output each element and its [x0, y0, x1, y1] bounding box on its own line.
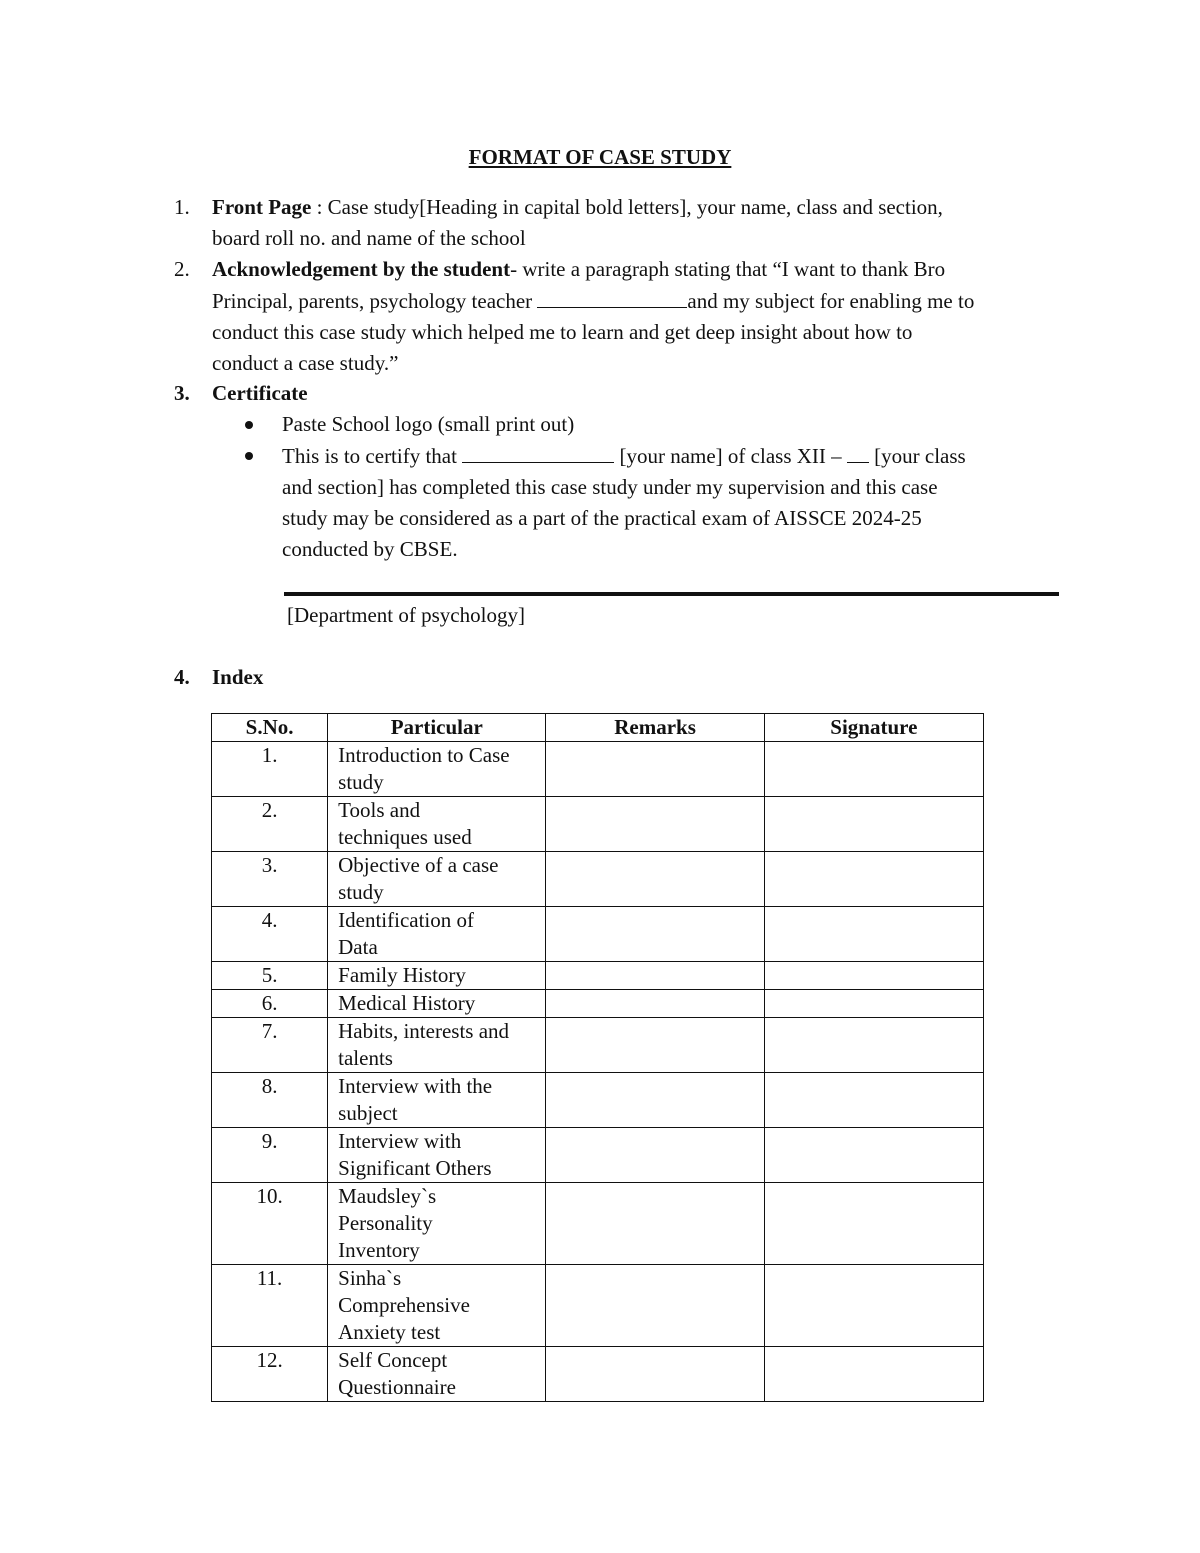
department-label: [Department of psychology] — [287, 603, 525, 627]
list-item-acknowledgement — [174, 254, 1072, 379]
table-body — [212, 742, 984, 1402]
particular-cell — [328, 1128, 546, 1183]
particular-line: Significant Others — [338, 1156, 492, 1180]
sno-cell: 6. — [212, 990, 328, 1018]
bullet-text: Paste School logo (small print out) — [282, 412, 575, 436]
item-text: Principal, parents, psychology teacher — [212, 289, 538, 313]
particular-line: Anxiety test — [338, 1320, 441, 1344]
particular-line: Tools and — [338, 798, 421, 822]
table-row — [212, 1073, 984, 1128]
sno-cell: 11. — [212, 1265, 328, 1347]
particular-cell — [328, 742, 546, 797]
sno-cell: 2. — [212, 797, 328, 852]
list-number: 1. — [174, 195, 190, 219]
sno-cell: 1. — [212, 742, 328, 797]
remarks-cell — [546, 1183, 764, 1265]
remarks-cell — [546, 962, 764, 990]
particular-line: Family History — [338, 963, 466, 987]
page-title: FORMAT OF CASE STUDY — [468, 145, 732, 169]
sno-cell: 9. — [212, 1128, 328, 1183]
particular-line: Personality — [338, 1211, 433, 1235]
particular-line: techniques used — [338, 825, 472, 849]
bullet-icon — [245, 452, 253, 460]
column-header: Particular — [328, 714, 546, 742]
item-heading: Index — [212, 665, 264, 689]
remarks-cell — [546, 990, 764, 1018]
sno-cell: 3. — [212, 852, 328, 907]
particular-cell — [328, 990, 546, 1018]
table-row — [212, 907, 984, 962]
item-text: conduct a case study.” — [212, 351, 399, 375]
particular-line: Data — [338, 935, 378, 959]
particular-cell — [328, 907, 546, 962]
table-row — [212, 962, 984, 990]
particular-line: Objective of a case — [338, 853, 499, 877]
signature-line — [284, 592, 1059, 596]
remarks-cell — [546, 907, 764, 962]
sno-cell: 10. — [212, 1183, 328, 1265]
bullet-icon — [245, 421, 253, 429]
remarks-cell — [546, 852, 764, 907]
remarks-cell — [546, 1018, 764, 1073]
signature-cell — [764, 1183, 983, 1265]
index-table — [211, 713, 984, 1402]
list-item-index — [174, 662, 1072, 693]
particular-cell — [328, 962, 546, 990]
table-row — [212, 1347, 984, 1402]
sno-cell: 5. — [212, 962, 328, 990]
remarks-cell — [546, 742, 764, 797]
particular-line: Questionnaire — [338, 1375, 456, 1399]
particular-line: Introduction to Case — [338, 743, 510, 767]
signature-cell — [764, 797, 983, 852]
remarks-cell — [546, 1073, 764, 1128]
signature-cell — [764, 742, 983, 797]
signature-cell — [764, 962, 983, 990]
particular-line: subject — [338, 1101, 398, 1125]
remarks-cell — [546, 797, 764, 852]
particular-cell — [328, 797, 546, 852]
table-row — [212, 852, 984, 907]
list-item-front-page — [174, 192, 1072, 254]
bullet-text: [your name] of class XII – — [614, 444, 847, 468]
column-header: Remarks — [546, 714, 764, 742]
signature-cell — [764, 1347, 983, 1402]
blank-line — [847, 440, 869, 463]
column-header: Signature — [764, 714, 983, 742]
item-heading: Acknowledgement by the student — [212, 257, 511, 281]
table-row — [212, 1128, 984, 1183]
particular-cell — [328, 1347, 546, 1402]
particular-cell — [328, 852, 546, 907]
remarks-cell — [546, 1128, 764, 1183]
particular-cell — [328, 1183, 546, 1265]
sno-cell: 7. — [212, 1018, 328, 1073]
item-text: conduct this case study which helped me to learn and get deep insight about how to — [212, 320, 913, 344]
item-text: : Case study[Heading in capital bold letters], your name, class and section, — [311, 195, 943, 219]
sno-cell: 12. — [212, 1347, 328, 1402]
table-row — [212, 797, 984, 852]
particular-line: study — [338, 770, 384, 794]
signature-cell — [764, 1265, 983, 1347]
particular-line: Sinha`s — [338, 1266, 402, 1290]
particular-cell — [328, 1265, 546, 1347]
table-row — [212, 990, 984, 1018]
particular-line: Habits, interests and — [338, 1019, 510, 1043]
item-text: - write a paragraph stating that “I want to thank Bro — [510, 257, 946, 281]
signature-cell — [764, 1128, 983, 1183]
particular-line: study — [338, 880, 384, 904]
table-row — [212, 1265, 984, 1347]
sno-cell: 4. — [212, 907, 328, 962]
particular-line: Comprehensive — [338, 1293, 470, 1317]
list-item-certificate — [174, 378, 1072, 409]
list-number: 3. — [174, 381, 190, 405]
bullet-text: [your class — [868, 444, 966, 468]
particular-cell — [328, 1073, 546, 1128]
particular-line: Inventory — [338, 1238, 420, 1262]
sno-cell: 8. — [212, 1073, 328, 1128]
bullet-text: This is to certify that — [282, 444, 463, 468]
blank-line — [537, 285, 687, 308]
remarks-cell — [546, 1265, 764, 1347]
remarks-cell — [546, 1347, 764, 1402]
particular-line: Self Concept — [338, 1348, 448, 1372]
particular-cell — [328, 1018, 546, 1073]
signature-cell — [764, 907, 983, 962]
bullet-text: conducted by CBSE. — [282, 537, 458, 561]
particular-line: Identification of — [338, 908, 475, 932]
bullet-text: and section] has completed this case study under my supervision and this case — [282, 475, 938, 499]
signature-cell — [764, 990, 983, 1018]
particular-line: Interview with — [338, 1129, 462, 1153]
particular-line: Medical History — [338, 991, 476, 1015]
bullet-text: study may be considered as a part of the practical exam of AISSCE 2024-25 — [282, 506, 922, 530]
signature-cell — [764, 852, 983, 907]
item-heading: Front Page — [212, 195, 312, 219]
item-heading: Certificate — [212, 381, 308, 405]
bullet-item — [282, 409, 1052, 440]
particular-line: Interview with the — [338, 1074, 493, 1098]
item-text: and my subject for enabling me to — [687, 289, 975, 313]
blank-line — [462, 440, 614, 463]
list-number: 2. — [174, 257, 190, 281]
particular-line: talents — [338, 1046, 393, 1070]
signature-cell — [764, 1073, 983, 1128]
table-row — [212, 1183, 984, 1265]
signature-cell — [764, 1018, 983, 1073]
table-header-row — [212, 714, 984, 742]
particular-line: Maudsley`s — [338, 1184, 437, 1208]
table-row — [212, 1018, 984, 1073]
column-header: S.No. — [212, 714, 328, 742]
list-number: 4. — [174, 665, 190, 689]
item-text: board roll no. and name of the school — [212, 226, 526, 250]
bullet-item — [282, 440, 1052, 565]
table-row — [212, 742, 984, 797]
